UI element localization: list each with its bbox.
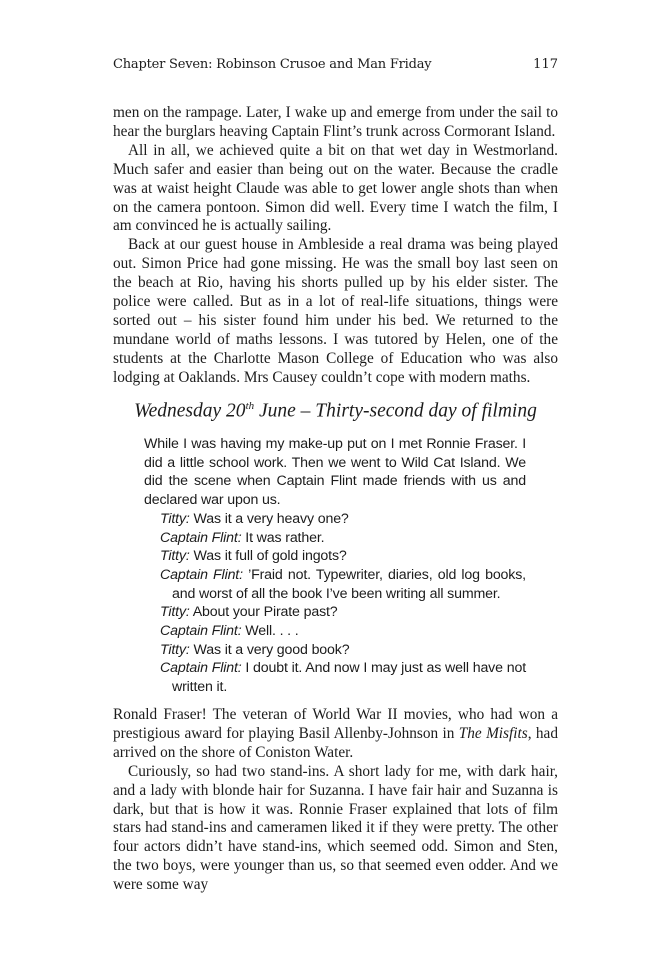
dialogue-text: Was it full of gold ingots? xyxy=(189,548,347,565)
diary-heading-rest: June – Thirty-second day of filming xyxy=(254,400,537,422)
speaker-name: Captain Flint: xyxy=(160,660,242,677)
chapter-title: Chapter Seven: Robinson Crusoe and Man Friday xyxy=(113,57,432,72)
speaker-name: Titty: xyxy=(160,604,190,621)
film-title: The Misfits xyxy=(458,724,528,742)
diary-heading-ordinal: th xyxy=(245,400,255,412)
paragraph xyxy=(113,706,558,763)
diary-heading xyxy=(113,400,558,423)
diary-intro: While I was having my make-up put on I met Ronnie Fraser. I did a little school work. Then we went to Wild Cat Island. We did the scene when Captain Flint made friends with us and declared war upon us. xyxy=(144,436,526,509)
dialogue-text: Was it a very heavy one? xyxy=(189,510,349,527)
dialogue-line xyxy=(144,603,526,622)
paragraph-text: , had arrived on the shore of Coniston Water. xyxy=(113,724,558,761)
dialogue-text: I doubt it. And now I may just as well have not written it. xyxy=(172,660,526,696)
speaker-name: Captain Flint: xyxy=(160,529,242,546)
paragraph: men on the rampage. Later, I wake up and emerge from under the sail to hear the burglars heaving Captain Flint’s trunk across Cormorant Island. xyxy=(113,104,558,140)
speaker-name: Captain Flint: xyxy=(160,566,243,583)
diary-heading-date: Wednesday 20 xyxy=(134,400,246,422)
paragraph: Curiously, so had two stand-ins. A short lady for me, with dark hair, and a lady with blonde hair for Suzanna. I have fair hair and Suzanna is dark, but that is how it was. Ronnie Fraser explained that lots of film stars had stand-ins and cameramen liked it if they were pretty. The other four actors didn’t have stand-ins, which seemed odd. Simon and Sten, the two boys, were younger than us, so that seemed even odder. And we were some way xyxy=(113,762,558,894)
dialogue-text: About your Pirate past? xyxy=(189,604,338,621)
dialogue-line xyxy=(144,566,526,603)
dialogue-line xyxy=(144,529,526,548)
paragraph: All in all, we achieved quite a bit on that wet day in Westmorland. Much safer and easier than being out on the water. Because the cradle was at waist height Claude was able to get lower angle shots than when on the camera pontoon. Simon did well. Every time I watch the film, I am convinced he is actually sailing. xyxy=(113,141,558,235)
dialogue-text: ’Fraid not. Typewriter, diaries, old log books, and worst of all the book I’ve been writing all summer. xyxy=(172,566,526,602)
diary-extract xyxy=(144,435,526,697)
speaker-name: Titty: xyxy=(160,510,190,527)
body-text xyxy=(113,104,558,388)
dialogue-line xyxy=(144,547,526,566)
dialogue-text: It was rather. xyxy=(241,529,325,546)
dialogue-line xyxy=(144,510,526,529)
dialogue-line xyxy=(144,641,526,660)
dialogue-line xyxy=(144,659,526,696)
paragraph-text: Ronald Fraser! The veteran of World War II movies, who had won a prestigious award for playing Basil Allenby-Johnson in xyxy=(113,706,558,742)
dialogue-line xyxy=(144,622,526,641)
page-number: 117 xyxy=(533,57,558,72)
speaker-name: Titty: xyxy=(160,641,190,658)
dialogue-text: Well. . . . xyxy=(241,623,299,640)
speaker-name: Titty: xyxy=(160,548,190,565)
body-text-continued xyxy=(113,706,558,895)
running-header xyxy=(113,57,558,77)
paragraph: Back at our guest house in Ambleside a real drama was being played out. Simon Price had gone missing. He was the small boy last seen on the beach at Rio, having his shorts pulled up by his elder sister. The police were called. But as in a lot of real-life situations, things were sorted out – his sister found him under his bed. We returned to the mundane world of maths lessons. I was tutored by Helen, one of the students at the Charlotte Mason College of Education who was also lodging at Oaklands. Mrs Causey couldn’t cope with modern maths. xyxy=(113,236,558,386)
speaker-name: Captain Flint: xyxy=(160,623,242,640)
dialogue-text: Was it a very good book? xyxy=(189,641,350,658)
